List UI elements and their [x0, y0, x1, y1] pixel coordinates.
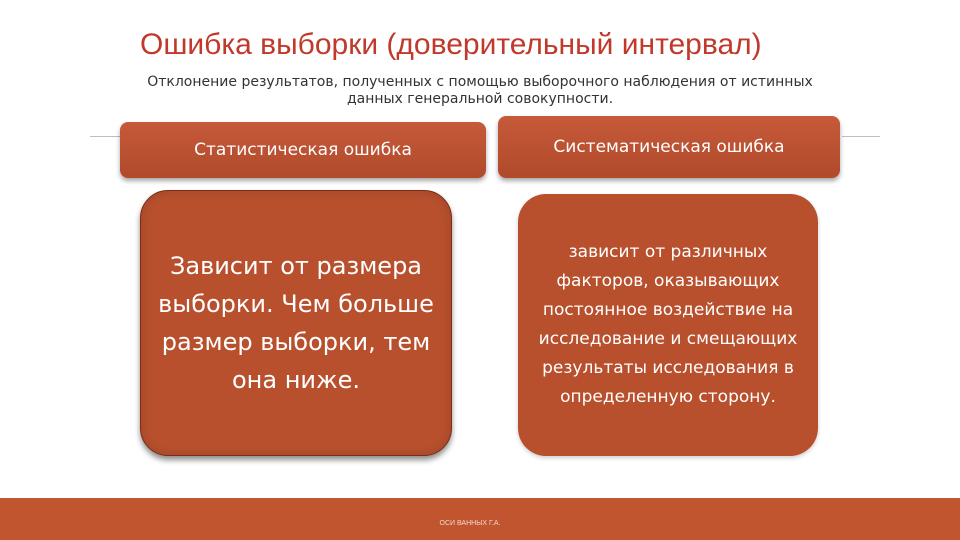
systematic-error-text: зависит от различных факторов, оказывающих постоянное воздействие на исследование и смещающих результаты исследования в определенную сторону.: [538, 242, 798, 407]
statistical-error-description: [140, 190, 452, 456]
slide-title: Ошибка выборки (доверительный интервал): [140, 28, 762, 61]
divider-left: [90, 136, 122, 137]
subtitle-line-2: данных генеральной совокупности.: [346, 91, 614, 107]
bottom-bar: [0, 498, 960, 540]
systematic-error-header: Систематическая ошибка: [498, 116, 840, 178]
subtitle-line-1: Отклонение результатов, полученных с помощью выборочного наблюдения от истинных: [147, 74, 813, 90]
footer-author: ОСИ ВАННЫХ Г.А.: [439, 520, 501, 527]
slide-subtitle: [110, 74, 850, 108]
statistical-error-header: Статистическая ошибка: [120, 122, 486, 178]
statistical-error-text: Зависит от размера выборки. Чем больше размер выборки, тем она ниже.: [158, 252, 434, 394]
systematic-error-description: [518, 194, 818, 456]
divider-right: [842, 136, 880, 137]
